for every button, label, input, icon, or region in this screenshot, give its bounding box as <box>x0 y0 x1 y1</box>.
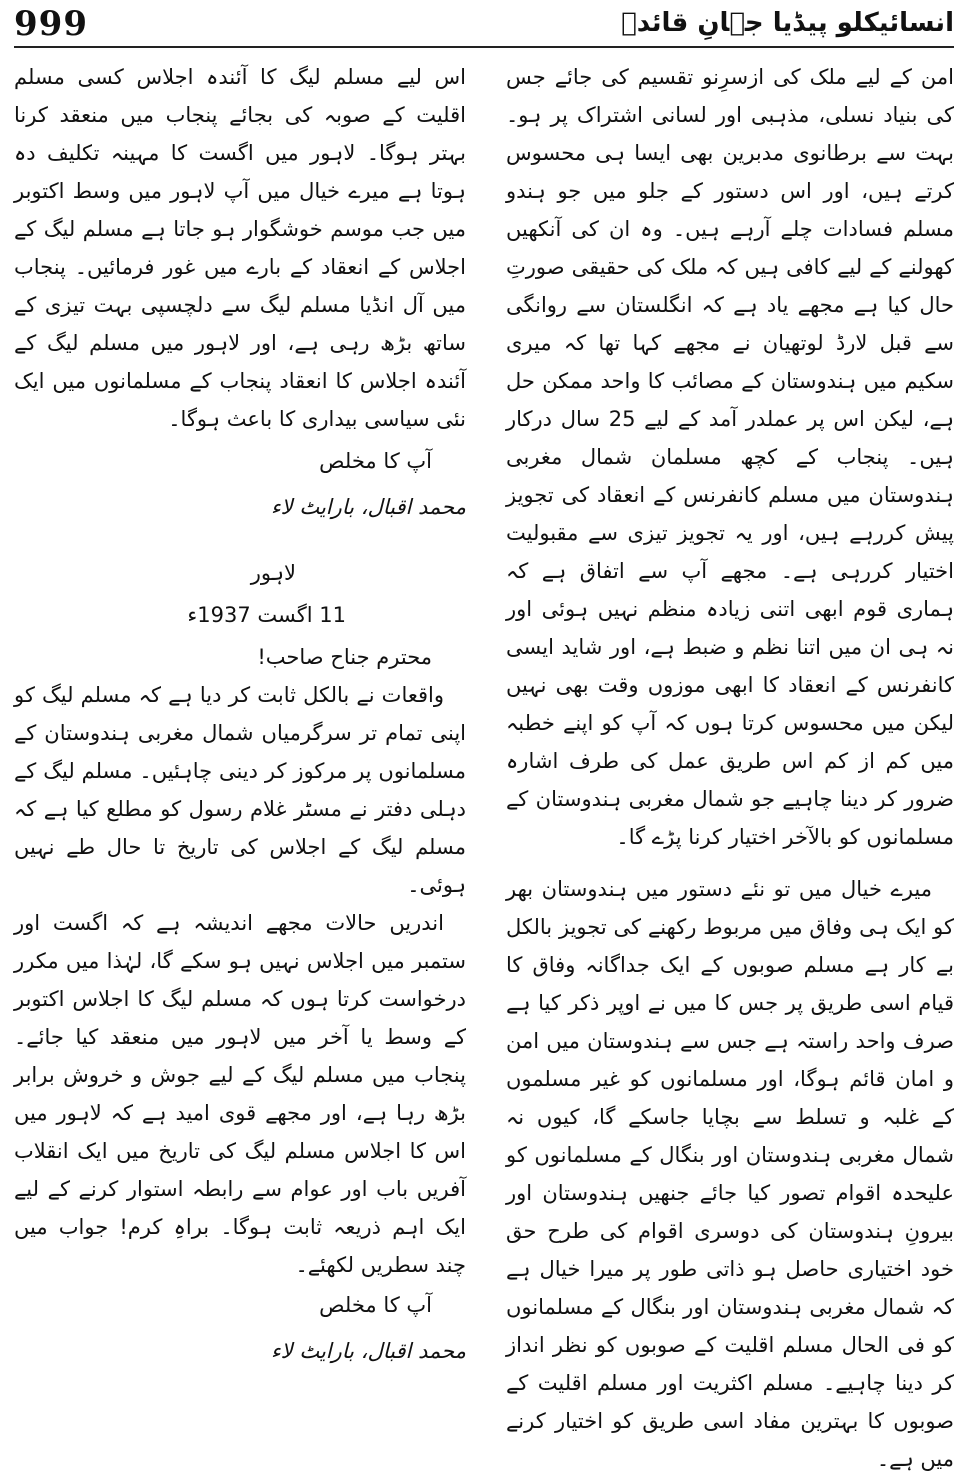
left-paragraph-1: اس لیے مسلم لیگ کا آئندہ اجلاس کسی مسلم اقلیت کے صوبہ کی بجائے پنجاب میں منعقد کرنا بہتر ہوگا۔ لاہور میں اگست کا مہینہ تکلیف دہ ہوتا ہے میرے خیال میں آپ لاہور میں وسط اکتوبر میں جب موسم خوشگوار ہو جاتا ہے مسلم لیگ کے اجلاس کے انعقاد کے بارے میں غور فرمائیں۔ پنجاب میں آل انڈیا مسلم لیگ سے دلچسپی بہت تیزی کے ساتھ بڑھ رہی ہے، اور لاہور میں مسلم لیگ کے آئندہ اجلاس کا انعقاد پنجاب کے مسلمانوں میں ایک نئی سیاسی بیداری کا باعث ہوگا۔ <box>14 65 466 431</box>
signature-1: محمد اقبال، بارایٹ لاء <box>270 495 466 519</box>
letter-date: 11 اگست 1937ء <box>187 603 346 627</box>
left-column <box>14 58 466 1378</box>
right-paragraph-2: میرے خیال میں تو نئے دستور میں ہندوستان بھر کو ایک ہی وفاق میں مربوط رکھنے کی تجویز بالکل بے کار ہے مسلم صوبوں کے ایک جداگانہ وفاق کا قیام اسی طریق پر جس کا میں نے اوپر ذکر کیا ہے صرف واحد راستہ ہے جس سے ہندوستان میں امن و امان قائم ہوگا، اور مسلمانوں کو غیر مسلموں کے غلبہ و تسلط سے بچایا جاسکے گا، کیوں نہ شمال مغربی ہندوستان اور بنگال کے مسلمانوں کو علیحدہ اقوام تصور کیا جائے جنھیں ہندوستان اور بیرونِ ہندوستان کی دوسری اقوام کی طرح حق خود اختیاری حاصل ہو ذاتی طور پر میرا خیال ہے کہ شمال مغربی ہندوستان اور بنگال کے مسلمانوں کو فی الحال مسلم اقلیت کے صوبوں کو نظر انداز کر دینا چاہیے۔ مسلم اکثریت اور مسلم اقلیت کے صوبوں کا بہترین مفاد اسی طریق کو اختیار کرنے میں ہے۔ <box>506 877 954 1471</box>
letter-salutation: محترم جناح صاحب! <box>257 645 432 669</box>
closing-line-2: آپ کا مخلص <box>319 1293 432 1317</box>
running-title: انسائیکلو پیڈیا جہانِ قائدؒ <box>621 8 954 38</box>
page-number: 999 <box>14 4 88 44</box>
left-paragraph-2: واقعات نے بالکل ثابت کر دیا ہے کہ مسلم لیگ کو اپنی تمام تر سرگرمیاں شمال مغربی ہندوستان کے مسلمانوں پر مرکوز کر دینی چاہئیں۔ مسلم لیگ کے دہلی دفتر نے مسٹر غلام رسول کو مطلع کیا ہے کہ مسلم لیگ کے اجلاس کی تاریخ تا حال طے نہیں ہوئی۔ <box>14 683 466 897</box>
left-paragraph-3: اندریں حالات مجھے اندیشہ ہے کہ اگست اور ستمبر میں اجلاس نہیں ہو سکے گا، لہٰذا میں مکرر درخواست کرتا ہوں کہ مسلم لیگ کا اجلاس اکتوبر کے وسط یا آخر میں لاہور میں منعقد کیا جائے۔ پنجاب میں مسلم لیگ کے لیے جوش و خروش برابر بڑھ رہا ہے، اور مجھے قوی امید ہے کہ لاہور میں اس کا اجلاس مسلم لیگ کی تاریخ میں ایک انقلاب آفریں باب اور عوام سے رابطہ استوار کرنے کے لیے ایک اہم ذریعہ ثابت ہوگا۔ براہِ کرم! جواب میں چند سطریں لکھئے۔ <box>14 911 466 1277</box>
closing-line-1: آپ کا مخلص <box>319 449 432 473</box>
signature-2: محمد اقبال، بارایٹ لاء <box>270 1339 466 1363</box>
letter-place: لاہور <box>250 561 296 585</box>
right-paragraph-1: امن کے لیے ملک کی ازسرِنو تقسیم کی جائے جس کی بنیاد نسلی، مذہبی اور لسانی اشتراک پر ہو۔ بہت سے برطانوی مدبرین بھی ایسا ہی محسوس کرتے ہیں، اور اس دستور کے جلو میں جو ہندو مسلم فسادات چلے آرہے ہیں۔ وہ ان کی آنکھیں کھولنے کے لیے کافی ہیں کہ ملک کی حقیقی صورتِ حال کیا ہے مجھے یاد ہے کہ انگلستان سے روانگی سے قبل لارڈ لوتھیان نے مجھے کہا تھا کہ میری سکیم میں ہندوستان کے مصائب کا واحد ممکن حل ہے، لیکن اس پر عملدر آمد کے لیے 25 سال درکار ہیں۔ پنجاب کے کچھ مسلمان شمال مغربی ہندوستان میں مسلم کانفرنس کے انعقاد کی تجویز پیش کررہے ہیں، اور یہ تجویز تیزی سے مقبولیت اختیار کررہی ہے۔ مجھے آپ سے اتفاق ہے کہ ہماری قوم ابھی اتنی زیادہ منظم نہیں ہوئی اور نہ ہی ان میں اتنا نظم و ضبط ہے، اور شاید ایسی کانفرنس کے انعقاد کا ابھی موزوں وقت بھی نہیں لیکن میں محسوس کرتا ہوں کہ آپ کو اپنے خطبہ میں کم از کم اس طریق عمل کی طرف اشارہ ضرور کر دینا چاہیے جو شمال مغربی ہندوستان کے مسلمانوں کو بالآخر اختیار کرنا پڑے گا۔ <box>506 65 954 849</box>
page-header <box>14 2 954 48</box>
right-column <box>506 58 954 1471</box>
